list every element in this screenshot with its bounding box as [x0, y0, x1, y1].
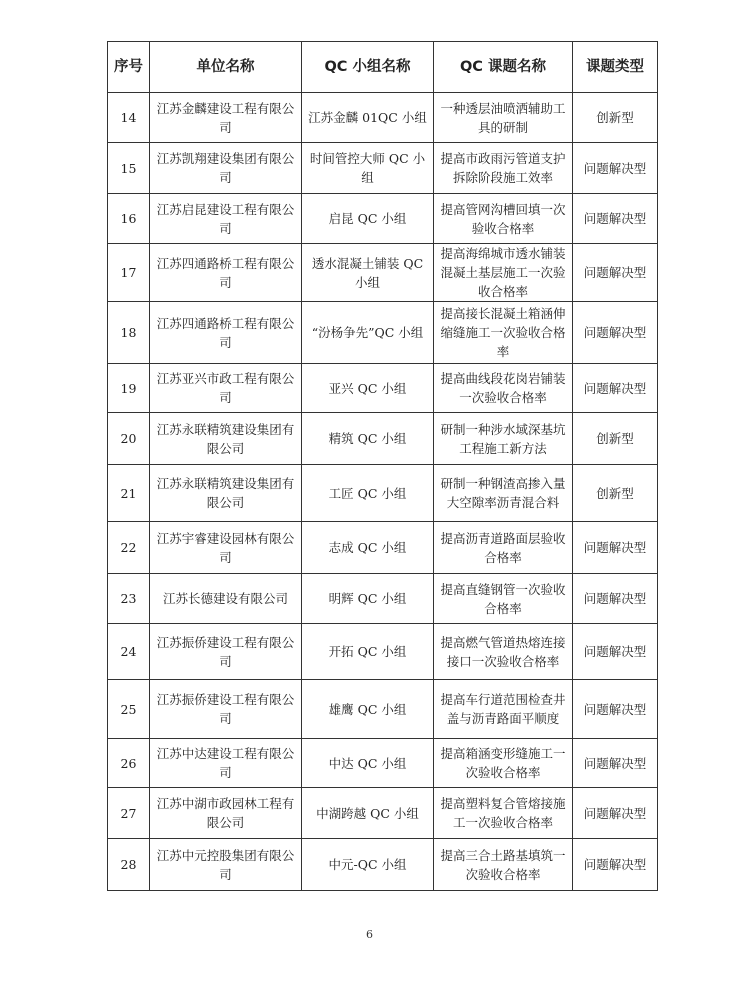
cell-unit-name: 江苏振侨建设工程有限公司: [150, 624, 302, 680]
cell-unit-name: 江苏四通路桥工程有限公司: [150, 302, 302, 364]
cell-unit-name: 江苏凯翔建设集团有限公司: [150, 143, 302, 194]
table-row: [108, 302, 658, 364]
cell-unit-name: 江苏长德建设有限公司: [150, 574, 302, 624]
cell-unit-name: 江苏中元控股集团有限公司: [150, 839, 302, 891]
cell-topic-type: 问题解决型: [573, 624, 658, 680]
cell-qc-topic-name: 提高海绵城市透水铺装混凝土基层施工一次验收合格率: [434, 244, 573, 302]
cell-topic-type: 问题解决型: [573, 143, 658, 194]
cell-qc-topic-name: 提高塑料复合管熔接施工一次验收合格率: [434, 788, 573, 839]
cell-topic-type: 问题解决型: [573, 739, 658, 788]
cell-serial-no: 23: [108, 574, 150, 624]
cell-topic-type: 问题解决型: [573, 680, 658, 739]
cell-topic-type: 问题解决型: [573, 522, 658, 574]
header-topic-type: 课题类型: [573, 42, 658, 93]
cell-serial-no: 14: [108, 93, 150, 143]
table-body: [108, 93, 658, 891]
cell-unit-name: 江苏中达建设工程有限公司: [150, 739, 302, 788]
cell-topic-type: 创新型: [573, 465, 658, 522]
cell-serial-no: 28: [108, 839, 150, 891]
cell-serial-no: 16: [108, 194, 150, 244]
cell-qc-group-name: 精筑 QC 小组: [302, 413, 434, 465]
cell-qc-group-name: 中达 QC 小组: [302, 739, 434, 788]
header-unit-name: 单位名称: [150, 42, 302, 93]
cell-qc-topic-name: 提高车行道范围检查井盖与沥青路面平顺度: [434, 680, 573, 739]
cell-qc-group-name: 透水混凝土铺装 QC 小组: [302, 244, 434, 302]
cell-unit-name: 江苏启昆建设工程有限公司: [150, 194, 302, 244]
cell-unit-name: 江苏亚兴市政工程有限公司: [150, 364, 302, 413]
cell-qc-group-name: 中湖跨越 QC 小组: [302, 788, 434, 839]
cell-qc-topic-name: 提高箱涵变形缝施工一次验收合格率: [434, 739, 573, 788]
table-row: [108, 194, 658, 244]
cell-unit-name: 江苏金麟建设工程有限公司: [150, 93, 302, 143]
header-qc-group-name: QC 小组名称: [302, 42, 434, 93]
cell-qc-group-name: 启昆 QC 小组: [302, 194, 434, 244]
cell-qc-topic-name: 提高市政雨污管道支护拆除阶段施工效率: [434, 143, 573, 194]
cell-topic-type: 问题解决型: [573, 194, 658, 244]
cell-qc-group-name: 时间管控大师 QC 小组: [302, 143, 434, 194]
cell-serial-no: 27: [108, 788, 150, 839]
header-qc-topic-name: QC 课题名称: [434, 42, 573, 93]
cell-serial-no: 18: [108, 302, 150, 364]
cell-serial-no: 24: [108, 624, 150, 680]
cell-unit-name: 江苏振侨建设工程有限公司: [150, 680, 302, 739]
cell-qc-group-name: 志成 QC 小组: [302, 522, 434, 574]
table-row: [108, 680, 658, 739]
cell-topic-type: 问题解决型: [573, 302, 658, 364]
cell-qc-topic-name: 提高管网沟槽回填一次验收合格率: [434, 194, 573, 244]
cell-qc-group-name: “汾杨争先”QC 小组: [302, 302, 434, 364]
cell-qc-group-name: 中元-QC 小组: [302, 839, 434, 891]
cell-serial-no: 20: [108, 413, 150, 465]
cell-serial-no: 25: [108, 680, 150, 739]
cell-serial-no: 21: [108, 465, 150, 522]
cell-qc-topic-name: 提高接长混凝土箱涵伸缩缝施工一次验收合格率: [434, 302, 573, 364]
cell-topic-type: 问题解决型: [573, 788, 658, 839]
cell-topic-type: 问题解决型: [573, 244, 658, 302]
cell-unit-name: 江苏永联精筑建设集团有限公司: [150, 465, 302, 522]
table-header-row: [108, 42, 658, 93]
cell-topic-type: 创新型: [573, 413, 658, 465]
table-row: [108, 574, 658, 624]
cell-qc-topic-name: 提高直缝钢管一次验收合格率: [434, 574, 573, 624]
cell-qc-topic-name: 提高三合土路基填筑一次验收合格率: [434, 839, 573, 891]
cell-topic-type: 问题解决型: [573, 364, 658, 413]
table-row: [108, 839, 658, 891]
page-number: 6: [366, 928, 373, 941]
cell-serial-no: 19: [108, 364, 150, 413]
table-row: [108, 93, 658, 143]
cell-qc-group-name: 雄鹰 QC 小组: [302, 680, 434, 739]
cell-qc-group-name: 开拓 QC 小组: [302, 624, 434, 680]
table-row: [108, 788, 658, 839]
cell-topic-type: 创新型: [573, 93, 658, 143]
cell-qc-group-name: 江苏金麟 01QC 小组: [302, 93, 434, 143]
table-row: [108, 143, 658, 194]
table-row: [108, 465, 658, 522]
cell-unit-name: 江苏四通路桥工程有限公司: [150, 244, 302, 302]
cell-qc-topic-name: 提高沥青道路面层验收合格率: [434, 522, 573, 574]
cell-unit-name: 江苏宇睿建设园林有限公司: [150, 522, 302, 574]
cell-unit-name: 江苏永联精筑建设集团有限公司: [150, 413, 302, 465]
cell-unit-name: 江苏中湖市政园林工程有限公司: [150, 788, 302, 839]
cell-qc-topic-name: 研制一种钢渣高掺入量大空隙率沥青混合料: [434, 465, 573, 522]
cell-serial-no: 22: [108, 522, 150, 574]
table-row: [108, 522, 658, 574]
qc-results-table: [107, 41, 658, 891]
cell-serial-no: 17: [108, 244, 150, 302]
cell-qc-topic-name: 提高燃气管道热熔连接接口一次验收合格率: [434, 624, 573, 680]
table-row: [108, 624, 658, 680]
table-row: [108, 413, 658, 465]
cell-serial-no: 15: [108, 143, 150, 194]
cell-serial-no: 26: [108, 739, 150, 788]
table-row: [108, 739, 658, 788]
cell-qc-group-name: 明辉 QC 小组: [302, 574, 434, 624]
header-serial-no: 序号: [108, 42, 150, 93]
cell-qc-topic-name: 一种透层油喷洒辅助工具的研制: [434, 93, 573, 143]
cell-topic-type: 问题解决型: [573, 574, 658, 624]
cell-qc-topic-name: 提高曲线段花岗岩铺装一次验收合格率: [434, 364, 573, 413]
cell-qc-group-name: 亚兴 QC 小组: [302, 364, 434, 413]
table-row: [108, 364, 658, 413]
cell-topic-type: 问题解决型: [573, 839, 658, 891]
cell-qc-topic-name: 研制一种涉水域深基坑工程施工新方法: [434, 413, 573, 465]
cell-qc-group-name: 工匠 QC 小组: [302, 465, 434, 522]
table-row: [108, 244, 658, 302]
